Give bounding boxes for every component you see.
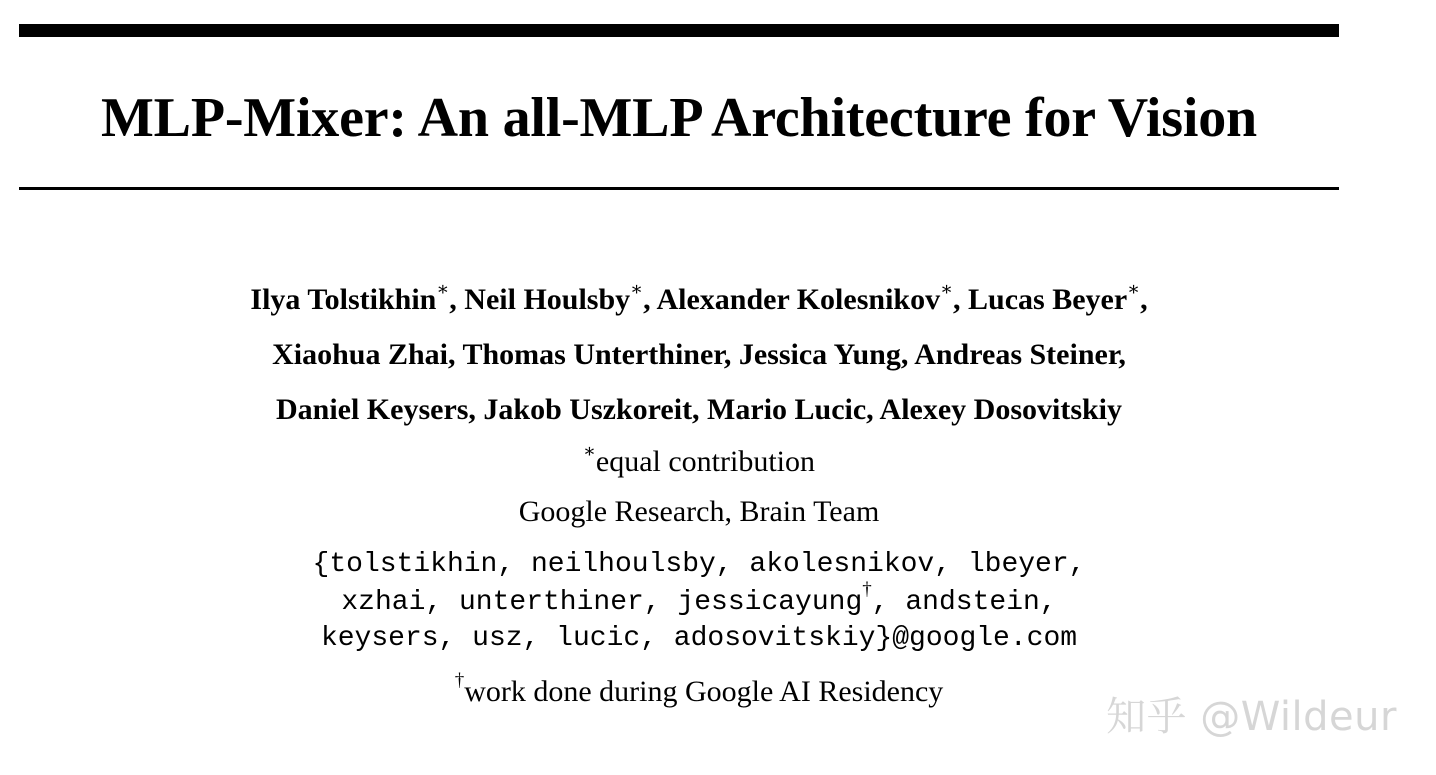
equal-contribution-mark: ∗ bbox=[940, 279, 954, 300]
author-name: Ilya Tolstikhin bbox=[250, 283, 437, 316]
author-separator: , bbox=[953, 283, 969, 316]
email-line-3: keysers, usz, lucic, adosovitskiy}@google.com bbox=[320, 623, 1078, 654]
affiliation: Google Research, Brain Team bbox=[518, 495, 880, 528]
equal-contribution-note bbox=[0, 441, 1398, 480]
author-separator: , bbox=[1140, 283, 1148, 316]
author-separator: , bbox=[643, 283, 657, 316]
top-rule bbox=[19, 24, 1339, 37]
residency-mark: † bbox=[454, 670, 465, 691]
equal-contribution-mark: ∗ bbox=[1127, 279, 1141, 300]
title-bottom-rule bbox=[19, 187, 1339, 190]
author-separator: , bbox=[449, 283, 465, 316]
equal-contribution-mark: ∗ bbox=[582, 441, 596, 462]
residency-text: work done during Google AI Residency bbox=[464, 675, 944, 708]
email-segment: , andstein, bbox=[871, 587, 1057, 618]
paper-title: MLP-Mixer: An all-MLP Architecture for Vision bbox=[101, 87, 1257, 149]
equal-contribution-mark: ∗ bbox=[436, 279, 450, 300]
author-name: Lucas Beyer bbox=[968, 283, 1128, 316]
author-line-2: Xiaohua Zhai, Thomas Unterthiner, Jessica Yung, Andreas Steiner, bbox=[272, 338, 1126, 371]
residency-mark: † bbox=[862, 578, 872, 600]
author-line-3: Daniel Keysers, Jakob Uszkoreit, Mario Lucic, Alexey Dosovitskiy bbox=[275, 393, 1123, 426]
watermark: 知乎 @Wildeur bbox=[1106, 694, 1397, 740]
author-name: Alexander Kolesnikov bbox=[656, 283, 941, 316]
email-line-1: {tolstikhin, neilhoulsby, akolesnikov, lbeyer, bbox=[312, 549, 1086, 580]
equal-contribution-text: equal contribution bbox=[595, 445, 816, 478]
email-segment: xzhai, unterthiner, jessicayung bbox=[341, 587, 863, 618]
email-line-2 bbox=[0, 578, 1398, 621]
author-name: Neil Houlsby bbox=[464, 283, 631, 316]
equal-contribution-mark: ∗ bbox=[630, 279, 644, 300]
author-line-1 bbox=[0, 279, 1398, 318]
